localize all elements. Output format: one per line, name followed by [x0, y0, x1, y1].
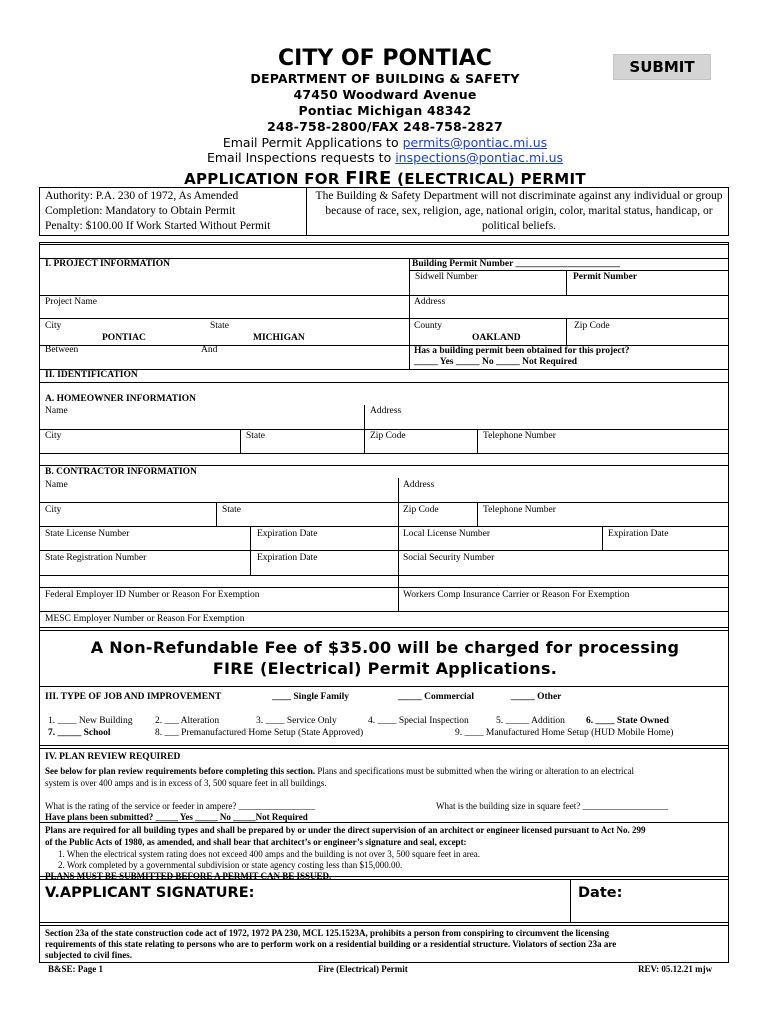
project-zip-label: Zip Code [574, 321, 610, 331]
sidwell-number-label: Sidwell Number [415, 272, 478, 282]
mesc-label: MESC Employer Number or Reason For Exemption [45, 614, 245, 624]
street-address: 47450 Woodward Avenue [293, 87, 477, 102]
contractor-phone-label: Telephone Number [483, 505, 556, 515]
state-license-expiration-label: Expiration Date [257, 529, 318, 539]
project-section-heading: I. PROJECT INFORMATION [45, 259, 171, 269]
signature-date-label[interactable]: Date: [578, 885, 623, 901]
and-label: And [201, 345, 218, 355]
exception-2: 2. Work completed by a governmental subdivision or state agency costing less than $15,000.00. [58, 860, 403, 870]
form-border-right [728, 242, 729, 962]
manufactured-home-option[interactable]: 9. ____ Manufactured Home Setup (HUD Mobile Home) [455, 728, 674, 738]
divider [409, 270, 729, 271]
homeowner-heading: A. HOMEOWNER INFORMATION [45, 394, 197, 404]
homeowner-state-label: State [246, 431, 265, 441]
divider [39, 382, 729, 383]
job-type-heading: III. TYPE OF JOB AND IMPROVEMENT [45, 692, 222, 702]
divider [477, 429, 478, 453]
school-option[interactable]: 7. _____ School [48, 728, 111, 738]
plan-review-intro [45, 766, 634, 776]
authority-box [39, 187, 729, 236]
legal-line3: subjected to civil fines. [45, 950, 132, 960]
commercial-option[interactable]: _____ Commercial [398, 692, 475, 702]
divider [39, 318, 729, 319]
addition-option[interactable]: 5. _____ Addition [496, 716, 565, 726]
plans-must-be-submitted: PLANS MUST BE SUBMITTED BEFORE A PERMIT CAN BE ISSUED. [45, 871, 332, 881]
contractor-state-label: State [222, 505, 241, 515]
project-address-label: Address [414, 297, 446, 307]
penalty-line: Penalty: $100.00 If Work Started Without Permit [45, 220, 271, 232]
project-city-value[interactable]: PONTIAC [102, 333, 146, 343]
title-prefix: APPLICATION FOR [184, 170, 346, 188]
divider [39, 429, 729, 430]
divider [39, 925, 729, 926]
building-permit-number[interactable]: Building Permit Number ______________________ [412, 259, 621, 269]
homeowner-zip-label: Zip Code [370, 431, 406, 441]
fein-label: Federal Employer ID Number or Reason For Exemption [45, 590, 260, 600]
divider [39, 465, 729, 466]
premanufactured-home-option[interactable]: 8. ___ Premanufactured Home Setup (State Approved) [155, 728, 364, 738]
application-title [0, 168, 770, 189]
permit-obtained-options[interactable]: _____ Yes _____ No _____ Not Required [414, 357, 578, 367]
city-title: CITY OF PONTIAC [278, 46, 492, 71]
divider [570, 879, 571, 922]
divider [39, 369, 729, 370]
between-label: Between [45, 345, 79, 355]
divider [566, 270, 567, 295]
submit-button[interactable]: SUBMIT [613, 54, 711, 80]
divider [39, 526, 729, 527]
divider [566, 318, 567, 345]
divider [39, 550, 729, 551]
divider [39, 627, 729, 628]
completion-line: Completion: Mandatory to Obtain Permit [45, 205, 236, 217]
permit-number-label: Permit Number [573, 272, 638, 282]
project-city-label: City [45, 321, 62, 331]
state-owned-option[interactable]: 6. ____ State Owned [586, 716, 669, 726]
title-suffix: (ELECTRICAL) PERMIT [391, 170, 586, 188]
divider [39, 242, 729, 243]
plan-review-intro-line2: system is over 400 amps and is in excess of 3, 500 square feet in all buildings. [45, 778, 327, 788]
divider [39, 502, 729, 503]
divider [409, 258, 410, 369]
other-option[interactable]: _____ Other [511, 692, 562, 702]
plans-required-line1: Plans are required for all building types and shall be prepared by or under the direct supervision of an architect or engineer licensed pursuant to Act No. 299 [45, 825, 646, 835]
permit-email-link[interactable]: permits@pontiac.mi.us [402, 135, 548, 150]
divider [39, 630, 729, 631]
project-name-label: Project Name [45, 297, 97, 307]
local-license-expiration-label: Expiration Date [608, 529, 669, 539]
contractor-zip-label: Zip Code [403, 505, 439, 515]
inspection-email-prefix: Email Inspections requests to [206, 150, 396, 165]
title-fire: FIRE [345, 168, 392, 189]
footer-form-name: Fire (Electrical) Permit [318, 964, 408, 974]
state-license-label: State License Number [45, 529, 130, 539]
authority-line: Authority: P.A. 230 of 1972, As Amended [45, 190, 239, 202]
divider [39, 611, 729, 612]
divider [39, 295, 729, 296]
divider [398, 478, 399, 611]
workers-comp-label: Workers Comp Insurance Carrier or Reason For Exemption [403, 590, 630, 600]
local-license-label: Local License Number [403, 529, 491, 539]
permit-email-line [0, 135, 770, 150]
divider [39, 575, 729, 576]
divider [240, 429, 241, 453]
divider [250, 526, 251, 575]
homeowner-address-label: Address [370, 406, 402, 416]
divider [364, 405, 365, 453]
contractor-heading: B. CONTRACTOR INFORMATION [45, 467, 197, 477]
project-county-value[interactable]: OAKLAND [472, 333, 521, 343]
contractor-address-label: Address [403, 480, 435, 490]
service-rating-question[interactable]: What is the rating of the service or feeder in ampere? _________________ [45, 801, 316, 811]
footer-page: B&SE: Page 1 [48, 964, 103, 974]
state-registration-label: State Registration Number [45, 553, 147, 563]
divider [39, 453, 729, 454]
footer-revision: REV: 05.12.21 mjw [638, 964, 713, 974]
project-state-label: State [210, 321, 229, 331]
alteration-option[interactable]: 2. ___ Alteration [155, 716, 220, 726]
applicant-signature-label[interactable]: V.APPLICANT SIGNATURE: [45, 885, 255, 901]
fee-notice-line1: A Non-Refundable Fee of $35.00 will be charged for processing [90, 638, 680, 657]
divider [39, 922, 729, 923]
homeowner-phone-label: Telephone Number [483, 431, 556, 441]
state-registration-expiration-label: Expiration Date [257, 553, 318, 563]
authority-text [40, 188, 307, 235]
divider [602, 526, 603, 550]
building-size-question[interactable]: What is the building size in square feet? ___________________ [436, 801, 668, 811]
divider [39, 244, 729, 245]
legal-line1: Section 23a of the state construction code act of 1972, 1972 PA 230, MCL 125.1523A, prohibits a person from conspiring to circumvent the licensing [45, 928, 610, 938]
fee-notice-line2: FIRE (Electrical) Permit Applications. [212, 659, 558, 678]
plans-submitted-question[interactable]: Have plans been submitted? _____ Yes _____ No _____Not Required [45, 812, 308, 822]
identification-heading: II. IDENTIFICATION [45, 370, 138, 380]
divider [39, 822, 729, 823]
divider [39, 745, 729, 746]
phone-fax: 248-758-2800/FAX 248-758-2827 [267, 119, 503, 134]
city-state-zip: Pontiac Michigan 48342 [298, 103, 472, 118]
project-county-label: County [414, 321, 442, 331]
single-family-option[interactable]: ____ Single Family [272, 692, 350, 702]
special-inspection-option[interactable]: 4. ____ Special Inspection [368, 716, 469, 726]
homeowner-name-label: Name [45, 406, 68, 416]
plan-review-intro-bold: See below for plan review requirements before completing this section. [45, 766, 316, 776]
new-building-option[interactable]: 1. ____ New Building [48, 716, 133, 726]
ssn-label: Social Security Number [403, 553, 495, 563]
service-only-option[interactable]: 3. ____ Service Only [256, 716, 337, 726]
project-state-value[interactable]: MICHIGAN [253, 333, 305, 343]
contractor-name-label: Name [45, 480, 68, 490]
contractor-city-label: City [45, 505, 62, 515]
divider [39, 587, 729, 588]
legal-line2: requirements of this state relating to persons who are to perform work on a residential building or a residential structure. Violators of section 23a are [45, 939, 617, 949]
divider [39, 748, 729, 749]
exception-1: 1. When the electrical system rating does not exceed 400 amps and the building is not over 3, 500 square feet in area. [58, 849, 480, 859]
plans-required-line2: of the Public Acts of 1980, as amended, and shall bear that architect’s or engineer’s signature and seal, except: [45, 837, 467, 847]
permit-obtained-question: Has a building permit been obtained for this project? [414, 346, 630, 356]
permit-email-prefix: Email Permit Applications to [222, 135, 403, 150]
plan-review-heading: IV. PLAN REVIEW REQUIRED [45, 752, 181, 762]
homeowner-city-label: City [45, 431, 62, 441]
divider [477, 502, 478, 526]
department-name: DEPARTMENT OF BUILDING & SAFETY [250, 71, 520, 86]
inspection-email-link[interactable]: inspections@pontiac.mi.us [395, 150, 564, 165]
divider [39, 962, 729, 963]
form-border-left [39, 242, 40, 962]
inspection-email-line [0, 150, 770, 165]
divider [216, 502, 217, 526]
nondiscrimination-statement: The Building & Safety Department will not discriminate against any individual or group because of race, sex, religion, age, national origin, color, marital status, handicap, or political beliefs. [315, 190, 723, 232]
plan-review-intro-rest: Plans and specifications must be submitted when the wiring or alteration to an electrical [315, 766, 635, 776]
divider [39, 686, 729, 687]
